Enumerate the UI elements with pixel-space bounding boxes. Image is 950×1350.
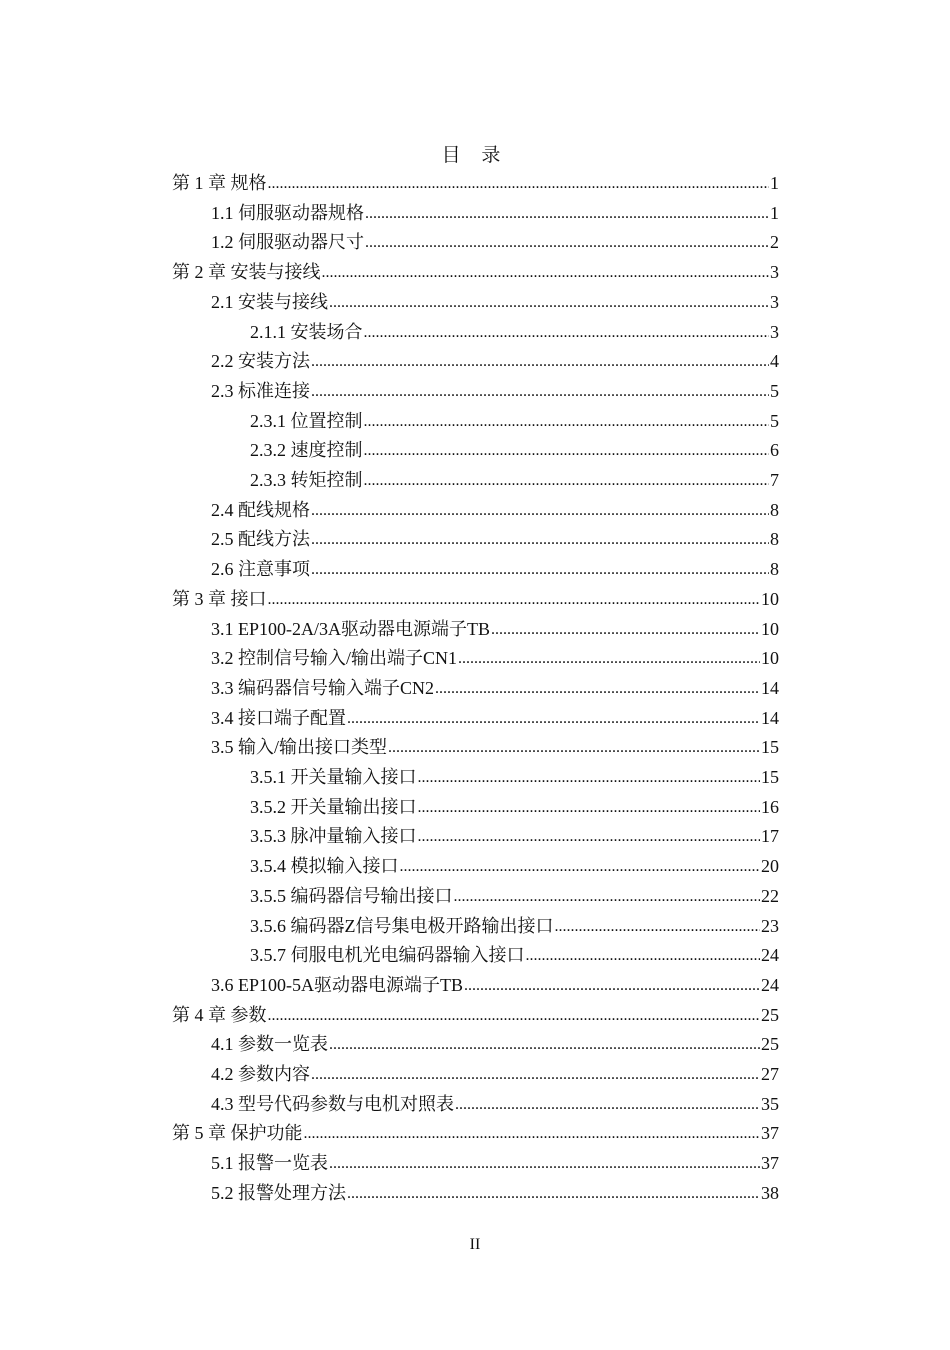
toc-entry[interactable] [250,317,779,347]
toc-entry-label: 第 2 章 安装与接线 [172,262,321,283]
toc-entry-page-number: 8 [770,529,779,550]
toc-entry-page-number: 3 [770,291,779,312]
toc-entry-page-number: 8 [770,559,779,580]
dot-leader [388,731,760,763]
toc-entry[interactable] [211,1148,779,1178]
toc-entry-page-number: 38 [761,1182,779,1203]
toc-entry[interactable] [250,881,779,911]
toc-entry-label: 3.4 接口端子配置 [211,707,346,728]
toc-entry[interactable] [250,911,779,941]
dot-leader [418,820,761,852]
toc-entry-page-number: 2 [770,232,779,253]
dot-leader [311,494,769,526]
dot-leader [526,939,761,971]
toc-entry-label: 2.5 配线方法 [211,529,310,550]
dot-leader [455,1088,760,1120]
toc-entry-label: 3.5.3 脉冲量输入接口 [250,826,417,847]
toc-entry-label: 3.5.5 编码器信号输出接口 [250,885,453,906]
dot-leader [364,434,770,466]
toc-entry-page-number: 14 [761,677,779,698]
toc-entry-label: 2.3.1 位置控制 [250,410,363,431]
toc-entry[interactable] [211,198,779,228]
toc-entry-label: 2.2 安装方法 [211,351,310,372]
dot-leader [364,316,770,348]
dot-leader [418,761,761,793]
toc-entry-page-number: 10 [761,648,779,669]
toc-entry[interactable] [211,614,779,644]
toc-entry-label: 3.5.6 编码器Z信号集电极开路输出接口 [250,915,554,936]
toc-entry[interactable] [211,732,779,762]
toc-entry-page-number: 10 [761,618,779,639]
toc-entry[interactable] [250,406,779,436]
toc-entry[interactable] [172,584,779,614]
toc-entry-label: 1.1 伺服驱动器规格 [211,202,364,223]
toc-entry-page-number: 10 [761,588,779,609]
toc-entry-page-number: 23 [761,915,779,936]
dot-leader [418,791,761,823]
toc-entry-label: 5.1 报警一览表 [211,1153,328,1174]
toc-entry[interactable] [211,376,779,406]
toc-entry[interactable] [172,257,779,287]
toc-entry-label: 2.3 标准连接 [211,380,310,401]
dot-leader [555,910,761,942]
toc-entry[interactable] [211,673,779,703]
toc-entry[interactable] [250,821,779,851]
toc-entry-page-number: 17 [761,826,779,847]
toc-entry-page-number: 4 [770,351,779,372]
dot-leader [458,642,760,674]
dot-leader [454,880,761,912]
toc-entry-page-number: 15 [761,737,779,758]
toc-entry[interactable] [250,851,779,881]
dot-leader [322,256,770,288]
toc-entry-label: 4.2 参数内容 [211,1064,310,1084]
toc-entry-page-number: 37 [761,1153,779,1174]
toc-entry-label: 2.6 注意事项 [211,559,310,580]
toc-entry-page-number: 35 [761,1093,779,1114]
toc-entry[interactable] [211,643,779,673]
toc-entry[interactable] [250,940,779,970]
dot-leader [268,167,770,199]
dot-leader [311,1058,760,1090]
dot-leader [304,1117,761,1149]
dot-leader [464,969,760,1001]
dot-leader [435,672,760,704]
toc-entry[interactable] [211,1089,779,1119]
dot-leader [364,405,770,437]
dot-leader [311,345,769,377]
toc-entry-label: 4.3 型号代码参数与电机对照表 [211,1093,454,1114]
dot-leader [311,523,769,555]
toc-entry[interactable] [211,703,779,733]
dot-leader [268,999,761,1031]
toc-entry-page-number: 24 [761,945,779,966]
page-number-footer: II [469,1236,481,1253]
toc-entry-page-number: 20 [761,856,779,877]
toc-entry-label: 5.2 报警处理方法 [211,1182,346,1203]
toc-entry[interactable] [211,227,779,257]
toc-entry-label: 3.5.1 开关量输入接口 [250,767,417,787]
dot-leader [400,850,761,882]
toc-entry[interactable] [211,970,779,1000]
dot-leader [329,1028,760,1060]
toc-entry[interactable] [172,1000,779,1030]
toc-entry[interactable] [211,1029,779,1059]
dot-leader [365,197,769,229]
toc-entry[interactable] [211,495,779,525]
toc-entry-page-number: 37 [761,1123,779,1144]
toc-entry[interactable] [172,168,779,198]
dot-leader [347,1177,760,1209]
toc-entry[interactable] [211,1059,779,1089]
toc-entry-label: 3.5.7 伺服电机光电编码器输入接口 [250,945,525,966]
dot-leader [491,613,760,645]
toc-entry-page-number: 14 [761,707,779,728]
toc-entry-page-number: 25 [761,1004,779,1025]
page-title: 目 录 [441,145,509,166]
toc-entry-label: 3.5.2 开关量输出接口 [250,796,417,817]
toc-entry-page-number: 8 [770,499,779,520]
dot-leader [311,375,769,407]
toc-entry[interactable] [211,346,779,376]
toc-entry-label: 第 3 章 接口 [172,588,267,609]
toc-entry-label: 第 1 章 规格 [172,173,267,193]
dot-leader [329,286,769,318]
toc-entry-page-number: 22 [761,885,779,906]
toc-entry-page-number: 16 [761,796,779,817]
toc-entry-page-number: 15 [761,767,779,787]
toc-entry-page-number: 6 [770,440,779,461]
toc-entry-label: 3.5 输入/输出接口类型 [211,737,388,758]
dot-leader [347,702,760,734]
toc-entry-label: 第 5 章 保护功能 [172,1123,303,1144]
dot-leader [365,226,769,258]
dot-leader [329,1147,760,1179]
toc-entry[interactable] [250,435,779,465]
toc-entry-label: 3.6 EP100-5A驱动器电源端子TB [211,974,463,995]
dot-leader [311,553,769,585]
toc-entry[interactable] [211,554,779,584]
toc-entry[interactable] [211,524,779,554]
dot-leader [268,583,761,615]
toc-entry-label: 2.3.3 转矩控制 [250,470,363,490]
toc-entry-label: 4.1 参数一览表 [211,1034,328,1055]
dot-leader [364,464,770,496]
toc-entry[interactable] [250,762,779,792]
toc-entry-label: 2.3.2 速度控制 [250,440,363,461]
toc-entry-page-number: 5 [770,380,779,401]
toc-entry-label: 3.3 编码器信号输入端子CN2 [211,677,435,698]
toc-entry-page-number: 25 [761,1034,779,1055]
toc-entry-page-number: 3 [770,262,779,283]
toc-entry-label: 2.4 配线规格 [211,499,310,520]
toc-entry-label: 3.2 控制信号输入/输出端子CN1 [211,648,458,669]
toc-entry-label: 2.1.1 安装场合 [250,321,363,342]
toc-entry[interactable] [250,465,779,495]
toc-entry-page-number: 1 [770,173,779,193]
toc-entry-page-number: 7 [770,470,779,490]
toc-entry[interactable] [211,1178,779,1208]
toc-entry-label: 第 4 章 参数 [172,1004,267,1025]
toc-entry-label: 3.1 EP100-2A/3A驱动器电源端子TB [211,618,490,639]
toc-entry-page-number: 5 [770,410,779,431]
toc-entry-page-number: 24 [761,974,779,995]
toc-entry-page-number: 27 [761,1064,779,1084]
toc-entry-page-number: 3 [770,321,779,342]
toc-entry[interactable] [172,1118,779,1148]
toc-entry-label: 3.5.4 模拟输入接口 [250,856,399,877]
toc-entry[interactable] [211,287,779,317]
toc-entry-page-number: 1 [770,202,779,223]
toc-entry-label: 1.2 伺服驱动器尺寸 [211,232,364,253]
toc-entry-label: 2.1 安装与接线 [211,291,328,312]
toc-entry[interactable] [250,792,779,822]
